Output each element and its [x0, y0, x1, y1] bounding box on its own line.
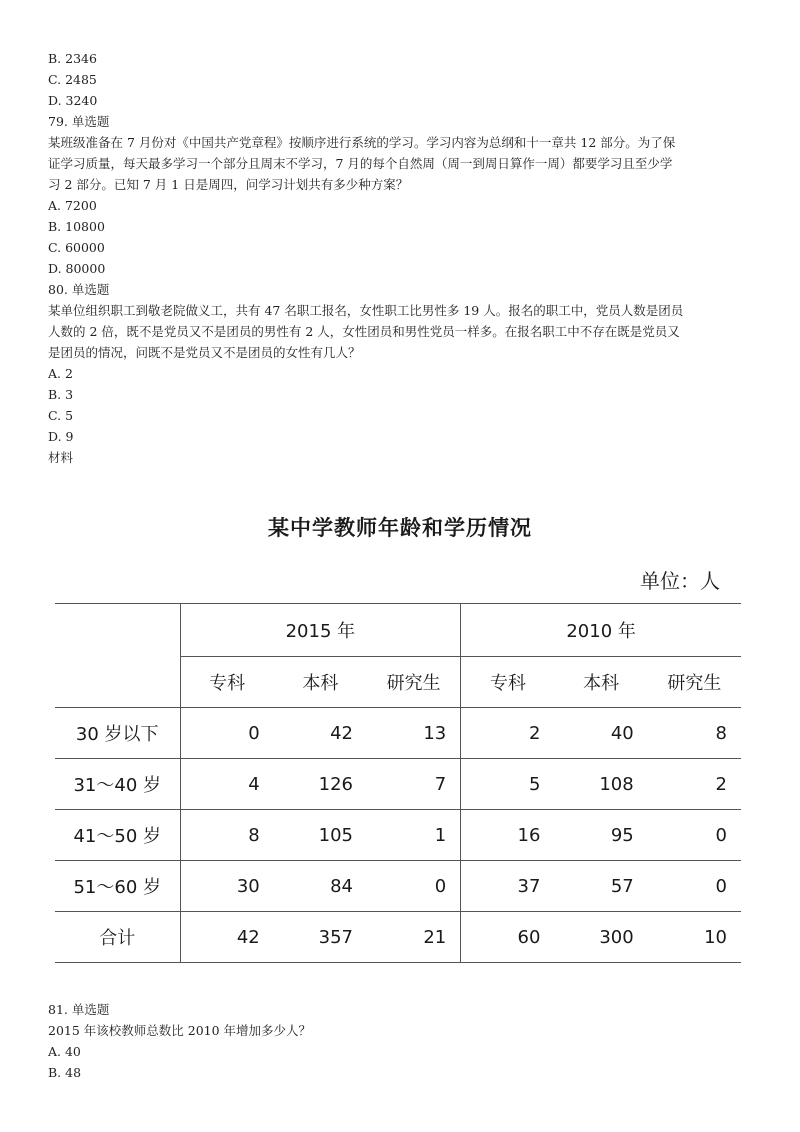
table-unit: 单位：人: [640, 569, 720, 593]
table-cell: 42: [236, 926, 260, 948]
table-cell: 300: [599, 926, 634, 948]
table-row: [55, 759, 741, 810]
teacher-stats-table: [55, 603, 741, 963]
q79-header: 79. 单选题: [48, 114, 110, 129]
q80-option-a: A. 2: [48, 366, 73, 381]
q80-option-c: C. 5: [48, 408, 74, 423]
subheader-2015-yanjiusheng: 研究生: [367, 657, 461, 708]
row-label: 41～50 岁: [55, 810, 180, 861]
table-cell: 1: [367, 810, 461, 861]
year-header-2010: 2010 年: [566, 621, 636, 642]
table-cell: 10: [704, 926, 727, 948]
q79-stem-line-2: 证学习质量，每天最多学习一个部分且周末不学习，7 月的每个自然周（周一到周日算作一周）都要学习且至少学: [48, 156, 673, 171]
q79-option-b: B. 10800: [48, 219, 105, 234]
table-cell: 21: [367, 912, 461, 963]
table-cell: 37: [517, 875, 541, 897]
table-cell: 40: [610, 722, 634, 744]
table-cell: 57: [610, 875, 634, 897]
q81-option-b: B. 48: [48, 1065, 82, 1080]
subheader-2010-zhuanke: 专科: [489, 673, 526, 694]
table-row: [55, 861, 741, 912]
table-cell: 60: [517, 926, 541, 948]
table-row: [55, 708, 741, 759]
table-cell: 357: [318, 926, 353, 948]
table-cell: 5: [528, 773, 541, 795]
year-header-2015: 2015 年: [180, 604, 461, 657]
table-cell: 126: [318, 773, 353, 795]
q80-option-d: D. 9: [48, 429, 74, 444]
table-cell: 105: [318, 824, 353, 846]
table-year-header-row: [55, 604, 741, 657]
table-cell: 4: [248, 773, 260, 795]
q79-stem-line-1: 某班级准备在 7 月份对《中国共产党章程》按顺序进行系统的学习。学习内容为总纲和十一章共 12 部分。为了保: [48, 135, 676, 150]
material-label: 材料: [48, 450, 74, 465]
table-cell: 7: [367, 759, 461, 810]
q81-header: 81. 单选题: [48, 1002, 110, 1017]
table-cell: 16: [517, 824, 541, 846]
row-label: 31～40 岁: [55, 759, 180, 810]
q81-stem: 2015 年该校教师总数比 2010 年增加多少人？: [48, 1023, 312, 1038]
subheader-2010-benke: 本科: [583, 673, 620, 694]
q80-stem-line-2: 人数的 2 倍，既不是党员又不是团员的男性有 2 人，女性团员和男性党员一样多。在报名职工中不存在既是党员又: [48, 324, 680, 339]
table-cell: 0: [367, 861, 461, 912]
q79-stem-line-3: 习 2 部分。已知 7 月 1 日是周四，问学习计划共有多少种方案？: [48, 177, 409, 192]
table-total-row: [55, 912, 741, 963]
table-cell: 13: [367, 708, 461, 759]
row-label: 51～60 岁: [55, 861, 180, 912]
q80-stem-line-3: 是团员的情况，问既不是党员又不是团员的女性有几人？: [48, 345, 361, 360]
table-cell: 95: [610, 824, 634, 846]
q79-option-d: D. 80000: [48, 261, 106, 276]
q80-stem-line-1: 某单位组织职工到敬老院做义工，共有 47 名职工报名，女性职工比男性多 19 人。报名的职工中，党员人数是团员: [48, 303, 684, 318]
table-cell: 2: [715, 773, 727, 795]
subheader-2015-zhuanke: 专科: [209, 673, 246, 694]
table-cell: 30: [236, 875, 260, 897]
q78-option-c: C. 2485: [48, 72, 97, 87]
q79-option-a: A. 7200: [48, 198, 97, 213]
table-cell: 84: [330, 875, 353, 897]
q81-option-a: A. 40: [48, 1044, 81, 1059]
table-corner-cell: [55, 604, 180, 708]
table-title: 某中学教师年龄和学历情况: [268, 516, 532, 540]
q78-option-d: D. 3240: [48, 93, 98, 108]
q79-option-c: C. 60000: [48, 240, 105, 255]
table-cell: 8: [248, 824, 260, 846]
table-cell: 0: [715, 875, 727, 897]
table-cell: 42: [330, 722, 353, 744]
table-row: [55, 810, 741, 861]
row-label: 合计: [55, 912, 180, 963]
table-cell: 108: [599, 773, 634, 795]
q80-header: 80. 单选题: [48, 282, 110, 297]
table-cell: 2: [528, 722, 541, 744]
q78-option-b: B. 2346: [48, 51, 97, 66]
subheader-2010-yanjiusheng: 研究生: [667, 673, 722, 694]
table-cell: 0: [248, 722, 260, 744]
table-cell: 0: [715, 824, 727, 846]
table-cell: 8: [715, 722, 727, 744]
q80-option-b: B. 3: [48, 387, 74, 402]
subheader-2015-benke: 本科: [302, 673, 339, 694]
row-label: 30 岁以下: [55, 708, 180, 759]
